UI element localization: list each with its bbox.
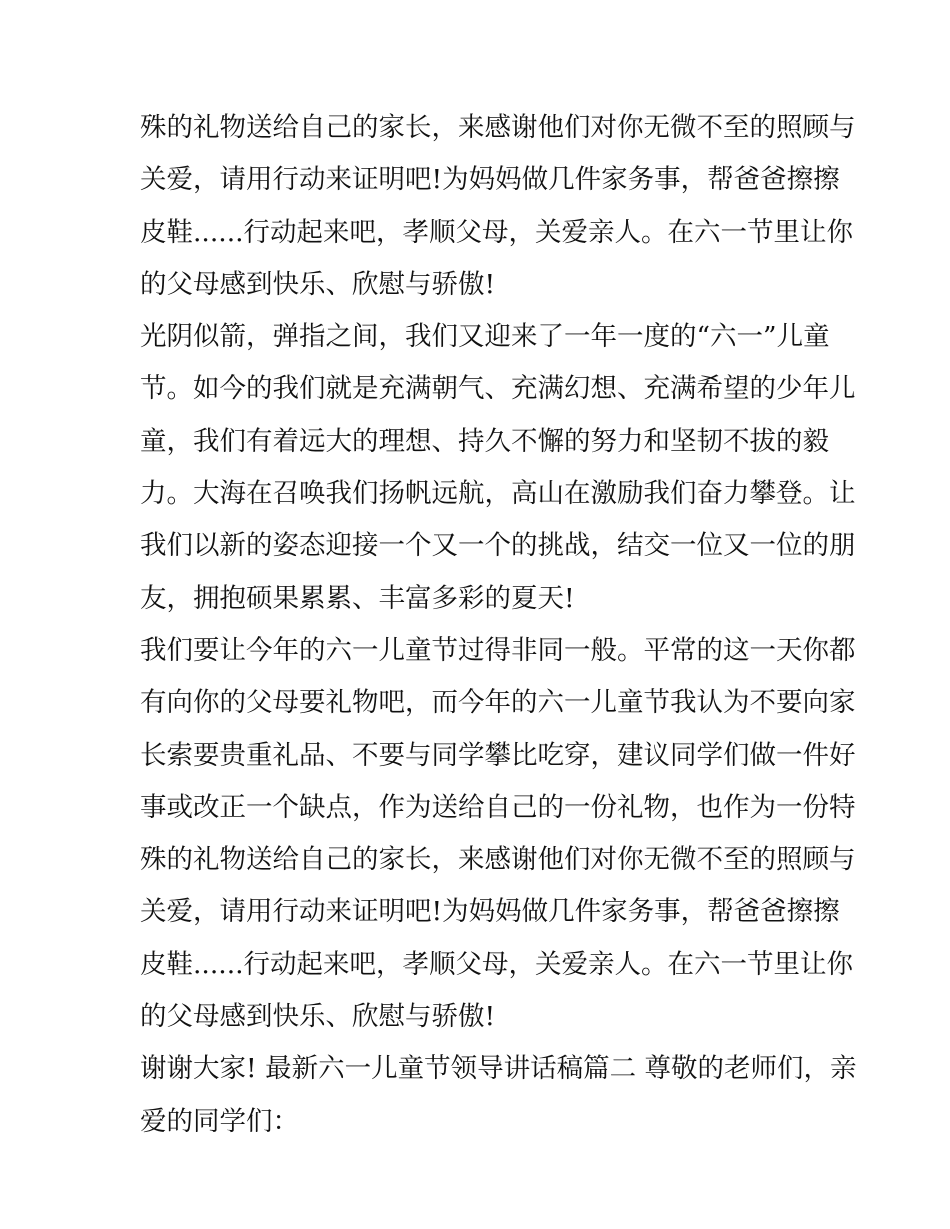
text-line: 节。如今的我们就是充满朝气、充满幻想、充满希望的少年儿 xyxy=(140,373,856,405)
text-line: 我们要让今年的六一儿童节过得非同一般。平常的这一天你都 xyxy=(140,634,856,666)
text-line: 殊的礼物送给自己的家长，来感谢他们对你无微不至的照顾与 xyxy=(140,112,856,143)
text-line: 皮鞋......行动起来吧，孝顺父母，关爱亲人。在六一节里让你 xyxy=(140,216,854,248)
text-line: 关爱，请用行动来证明吧!为妈妈做几件家务事，帮爸爸擦擦 xyxy=(140,896,840,928)
text-line: 长索要贵重礼品、不要与同学攀比吃穿，建议同学们做一件好 xyxy=(140,739,856,771)
text-line: 童，我们有着远大的理想、持久不懈的努力和坚韧不拔的毅 xyxy=(140,425,829,457)
text-line: 皮鞋......行动起来吧，孝顺父母，关爱亲人。在六一节里让你 xyxy=(140,948,854,980)
text-line: 殊的礼物送给自己的家长，来感谢他们对你无微不至的照顾与 xyxy=(140,844,856,876)
text-line: 友，拥抱硕果累累、丰富多彩的夏天! xyxy=(140,582,575,614)
text-line: 的父母感到快乐、欣慰与骄傲! xyxy=(140,1001,496,1033)
text-line: 我们以新的姿态迎接一个又一个的挑战，结交一位又一位的朋 xyxy=(140,530,856,562)
text-line: 爱的同学们： xyxy=(140,1105,299,1137)
text-line: 光阴似箭，弹指之间，我们又迎来了一年一度的“六一”儿童 xyxy=(140,321,830,353)
text-line: 谢谢大家! 最新六一儿童节领导讲话稿篇二 尊敬的老师们，亲 xyxy=(140,1053,857,1085)
text-line: 关爱，请用行动来证明吧!为妈妈做几件家务事，帮爸爸擦擦 xyxy=(140,164,840,196)
text-line: 的父母感到快乐、欣慰与骄傲! xyxy=(140,268,496,300)
document-body xyxy=(140,102,857,1148)
text-line: 事或改正一个缺点，作为送给自己的一份礼物，也作为一份特 xyxy=(140,791,856,823)
text-line: 力。大海在召唤我们扬帆远航，高山在激励我们奋力攀登。让 xyxy=(140,478,856,510)
text-line: 有向你的父母要礼物吧，而今年的六一儿童节我认为不要向家 xyxy=(140,687,856,719)
